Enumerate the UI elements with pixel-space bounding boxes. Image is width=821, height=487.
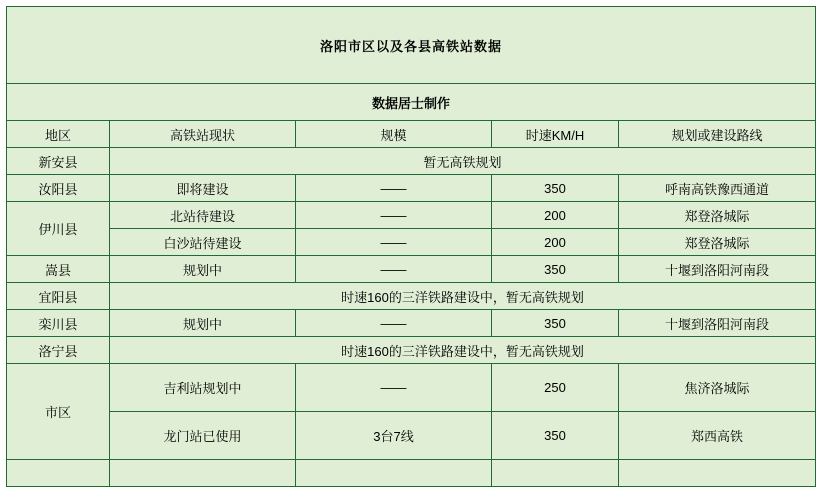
cell-status: 吉利站规划中 <box>110 364 296 412</box>
cell-line: 十堰到洛阳河南段 <box>619 256 816 283</box>
column-header-status: 高铁站现状 <box>110 121 296 148</box>
cell-status: 规划中 <box>110 256 296 283</box>
table-row <box>7 256 816 283</box>
cell-line: 焦济洛城际 <box>619 364 816 412</box>
table-row <box>7 283 816 310</box>
cell-status: 即将建设 <box>110 175 296 202</box>
cell-status: 龙门站已使用 <box>110 412 296 460</box>
spreadsheet-sheet <box>0 6 821 468</box>
cell-note: 时速160的三洋铁路建设中，暂无高铁规划 <box>110 337 816 364</box>
table-row <box>7 337 816 364</box>
cell-scale: —— <box>296 229 492 256</box>
cell-region: 嵩县 <box>7 256 110 283</box>
cell-scale: —— <box>296 310 492 337</box>
cell-blank-scale <box>296 460 492 487</box>
cell-status: 白沙站待建设 <box>110 229 296 256</box>
table-row <box>7 202 816 229</box>
cell-scale: —— <box>296 202 492 229</box>
header-row <box>7 121 816 148</box>
table-row <box>7 229 816 256</box>
title-row <box>7 7 816 84</box>
table-row <box>7 148 816 175</box>
cell-speed: 200 <box>492 202 619 229</box>
cell-blank-line <box>619 460 816 487</box>
column-header-speed: 时速KM/H <box>492 121 619 148</box>
cell-region: 宜阳县 <box>7 283 110 310</box>
cell-blank-speed <box>492 460 619 487</box>
cell-line: 十堰到洛阳河南段 <box>619 310 816 337</box>
cell-line: 郑西高铁 <box>619 412 816 460</box>
cell-line: 呼南高铁豫西通道 <box>619 175 816 202</box>
cell-blank-status <box>110 460 296 487</box>
cell-speed: 350 <box>492 412 619 460</box>
table-row <box>7 175 816 202</box>
cell-status: 北站待建设 <box>110 202 296 229</box>
cell-region: 栾川县 <box>7 310 110 337</box>
cell-scale: —— <box>296 175 492 202</box>
table-row <box>7 412 816 460</box>
cell-line: 郑登洛城际 <box>619 229 816 256</box>
table-row <box>7 364 816 412</box>
cell-region: 市区 <box>7 364 110 460</box>
cell-speed: 250 <box>492 364 619 412</box>
cell-region: 伊川县 <box>7 202 110 256</box>
cell-scale: —— <box>296 256 492 283</box>
cell-region: 新安县 <box>7 148 110 175</box>
column-header-line: 规划或建设路线 <box>619 121 816 148</box>
cell-speed: 350 <box>492 256 619 283</box>
document-title: 洛阳市区以及各县高铁站数据 <box>7 7 816 84</box>
cell-scale: —— <box>296 364 492 412</box>
cell-note: 暂无高铁规划 <box>110 148 816 175</box>
cell-note: 时速160的三洋铁路建设中，暂无高铁规划 <box>110 283 816 310</box>
cell-line: 郑登洛城际 <box>619 202 816 229</box>
cell-speed: 350 <box>492 310 619 337</box>
cell-speed: 200 <box>492 229 619 256</box>
subtitle-row <box>7 84 816 121</box>
cell-blank-region <box>7 460 110 487</box>
document-subtitle: 数据居士制作 <box>7 84 816 121</box>
column-header-region: 地区 <box>7 121 110 148</box>
cell-speed: 350 <box>492 175 619 202</box>
column-header-scale: 规模 <box>296 121 492 148</box>
cell-region: 洛宁县 <box>7 337 110 364</box>
table-row <box>7 310 816 337</box>
cell-scale: 3台7线 <box>296 412 492 460</box>
cell-status: 规划中 <box>110 310 296 337</box>
cell-region: 汝阳县 <box>7 175 110 202</box>
table-row-blank <box>7 460 816 487</box>
high-speed-rail-table <box>6 6 816 487</box>
